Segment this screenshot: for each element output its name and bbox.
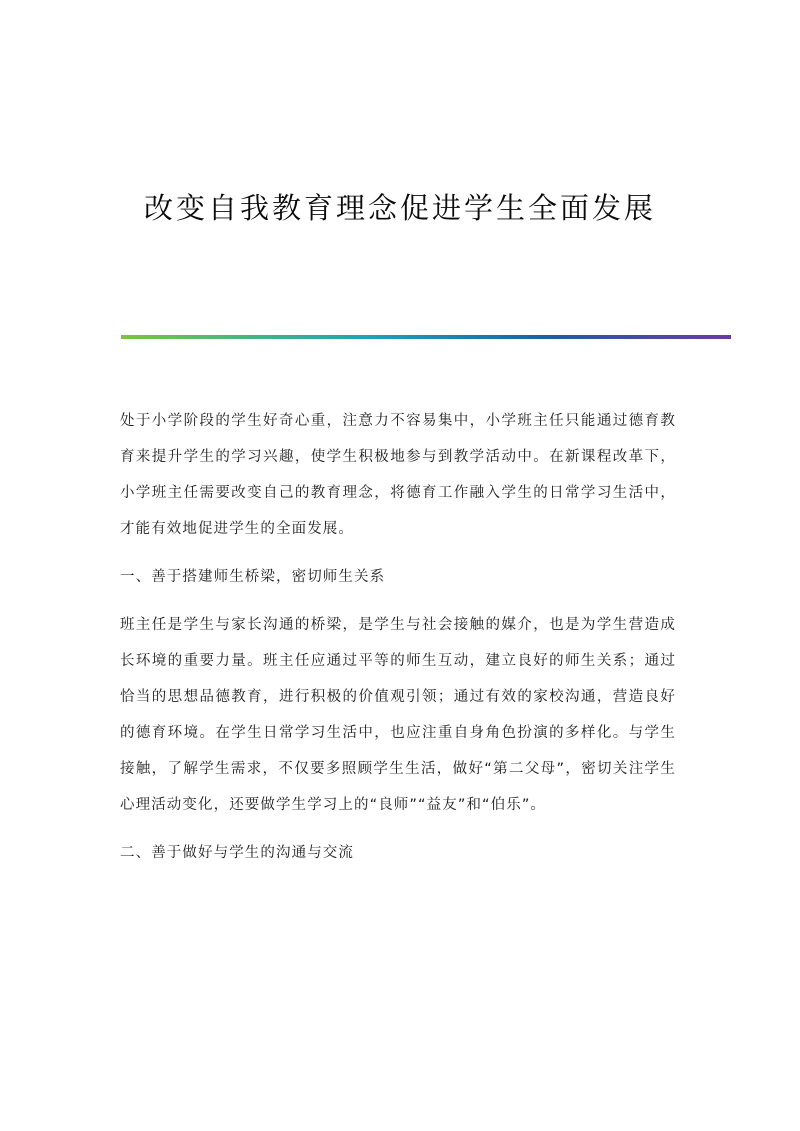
- page-title: 改变自我教育理念促进学生全面发展: [143, 191, 656, 225]
- section-heading-1: 一、善于搭建师生桥梁，密切师生关系: [120, 569, 386, 585]
- section-1-paragraph: 班主任是学生与家长沟通的桥梁，是学生与社会接触的媒介，也是为学生营造成长环境的重要力量。班主任应通过平等的师生互动，建立良好的师生关系；通过恰当的思想品德教育，进行积极的价值观引领；通过有效的家校沟通，营造良好的德育环境。在学生日常学习生活中，也应注重自身角色扮演的多样化。与学生接触，了解学生需求，不仅要多照顾学生生活，做好“第二父母”，密切关注学生心理活动变化，还要做学生学习上的“良师”“益友”和“伯乐”。: [120, 617, 676, 813]
- intro-paragraph: 处于小学阶段的学生好奇心重，注意力不容易集中，小学班主任只能通过德育教育来提升学生的学习兴趣，使学生积极地参与到教学活动中。在新课程改革下，小学班主任需要改变自己的教育理念，将德育工作融入学生的日常学习生活中，才能有效地促进学生的全面发展。: [120, 413, 676, 537]
- gradient-divider: [121, 335, 731, 339]
- section-heading-2: 二、善于做好与学生的沟通与交流: [120, 845, 354, 861]
- paragraph-spacer: [120, 823, 676, 835]
- paragraph-spacer: [120, 595, 676, 607]
- document-body: [120, 403, 676, 871]
- paragraph-spacer: [120, 547, 676, 559]
